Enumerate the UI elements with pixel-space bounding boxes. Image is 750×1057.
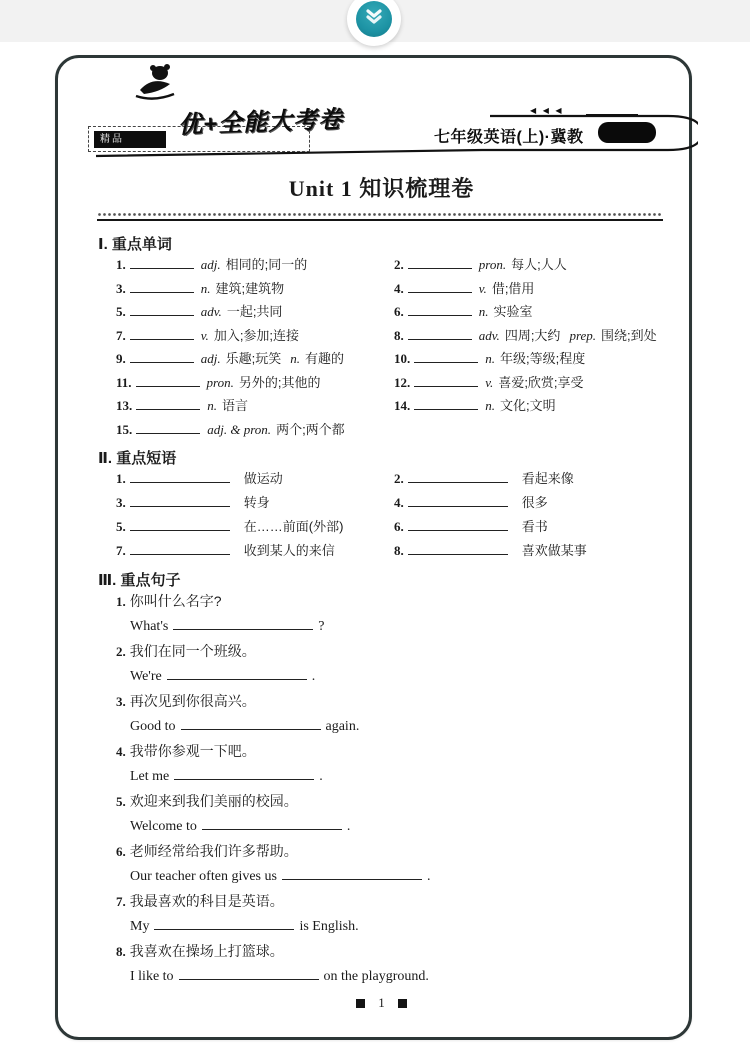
english-prefix: Welcome to [130,819,197,834]
sentence-english [130,714,665,739]
answer-blank [179,968,319,980]
sentence-english [130,864,665,889]
part-of-speech: adj. [200,257,221,272]
definition: 围绕;到处 [601,327,657,343]
phrases-list [116,467,665,563]
english-suffix: . [319,769,323,784]
english-prefix: Our teacher often gives us [130,869,277,884]
page-number: 1 [378,995,385,1010]
answer-blank [130,328,194,340]
chinese-prompt: 你叫什么名字? [129,593,222,609]
sentence-chinese [116,739,665,764]
phrase-item [116,539,394,563]
sentence-chinese [116,939,665,964]
answer-blank [130,495,230,507]
answer-blank [154,918,294,930]
sentences-list [116,589,665,989]
english-suffix: . [426,869,431,884]
item-number: 8. [394,327,404,343]
english-prefix: We're [130,669,162,684]
page-header [98,58,665,166]
answer-blank [136,375,200,387]
part-of-speech: prep. [569,327,597,343]
part-of-speech: v. [200,327,209,343]
item-number: 8. [394,543,404,558]
definition: 实验室 [493,304,533,319]
sentence-item [116,839,665,889]
phrase-item [394,467,662,491]
sentence-chinese [116,589,665,614]
phrase-item [116,515,394,539]
definition: 相同的;同一的 [225,257,308,272]
mascot-icon [126,60,184,109]
english-suffix: ? [318,619,325,634]
definition: 年级;等级;程度 [500,351,586,366]
english-prefix: What's [130,619,169,634]
item-number: 8. [116,944,126,959]
sentence-chinese [116,639,665,664]
sentence-item [116,939,665,989]
word-item [116,394,394,418]
answer-blank [136,422,200,434]
word-item [116,253,394,277]
chinese-prompt: 再次见到你很高兴。 [129,693,256,709]
word-item [116,277,394,301]
phrase-item [116,491,394,515]
sentence-item [116,739,665,789]
item-number: 1. [116,257,126,272]
definition: 做运动 [243,471,283,486]
answer-blank [130,304,194,316]
word-item [116,300,394,324]
word-item [116,347,394,371]
part-of-speech: n. [290,351,300,366]
word-item [116,371,394,395]
answer-blank [408,519,508,531]
phrase-item [394,491,662,515]
header-arrows-icon: ◀ ◀ ◀ [530,106,564,115]
definition: 喜爱;欣赏;享受 [498,374,584,390]
sentence-english [130,664,665,689]
answer-blank [414,351,478,363]
definition: 乐趣;玩笑 [225,351,282,366]
definition: 四周;大约 [504,327,561,343]
answer-blank [136,398,200,410]
definition: 收到某人的来信 [243,543,335,558]
part-of-speech: n. [485,351,495,366]
edition-pill [598,122,656,143]
sentence-english [130,764,665,789]
part-of-speech: n. [207,398,217,413]
word-item [394,300,662,324]
item-number: 10. [394,351,411,366]
sentence-item [116,589,665,639]
word-item [394,347,662,371]
english-suffix: is English. [299,919,359,934]
sentence-chinese [116,889,665,914]
section-sentences-heading: Ⅲ. 重点句子 [98,572,181,589]
answer-blank [167,668,307,680]
word-item [394,277,662,301]
definition: 转身 [243,495,270,510]
part-of-speech: n. [478,304,489,319]
answer-blank [414,375,478,387]
sentence-english [130,614,665,639]
answer-blank [408,495,508,507]
word-item [394,324,662,348]
definition: 另外的;其他的 [238,374,321,390]
item-number: 6. [394,304,404,319]
separator-rule [97,219,663,221]
definition: 看起来像 [521,471,574,486]
part-of-speech: n. [485,398,495,413]
answer-blank [130,471,230,483]
definition: 有趣的 [305,351,345,366]
answer-blank [174,768,314,780]
definition: 在……前面(外部) [243,519,344,534]
definition: 语言 [222,398,249,413]
answer-blank [408,543,508,555]
scroll-down-button[interactable] [356,1,392,37]
item-number: 2. [394,471,404,486]
item-number: 3. [116,495,126,510]
phrase-item [394,539,662,563]
answer-blank [408,257,472,269]
part-of-speech: v. [478,280,487,296]
item-number: 3. [116,280,126,296]
answer-blank [202,818,342,830]
definition: 两个;两个都 [276,421,345,437]
english-suffix: on the playground. [323,969,429,984]
item-number: 5. [116,519,126,534]
item-number: 5. [116,794,126,809]
answer-blank [130,257,194,269]
chinese-prompt: 欢迎来到我们美丽的校园。 [129,793,298,809]
phrase-item [116,467,394,491]
answer-blank [408,304,472,316]
part-of-speech: pron. [206,374,234,390]
item-number: 13. [116,398,133,413]
definition: 文化;文明 [500,398,556,413]
page-footer [98,995,665,1011]
sentence-english [130,964,665,989]
item-number: 15. [116,421,133,437]
english-suffix: . [311,669,316,684]
definition: 建筑;建筑物 [215,280,285,296]
item-number: 3. [116,694,126,709]
page-title: Unit 1 知识梳理卷 [288,176,475,201]
chinese-prompt: 老师经常给我们许多帮助。 [129,843,298,859]
answer-blank [408,328,472,340]
sentence-item [116,639,665,689]
answer-blank [130,519,230,531]
sentence-item [116,689,665,739]
sentence-chinese [116,839,665,864]
word-item [116,418,394,442]
item-number: 2. [116,644,126,659]
item-number: 6. [116,844,126,859]
item-number: 7. [116,894,126,909]
item-number: 7. [116,543,126,558]
answer-blank [130,281,194,293]
answer-blank [282,868,422,880]
sentence-chinese [116,689,665,714]
item-number: 11. [116,374,132,390]
item-number: 9. [116,351,126,366]
word-item [394,371,662,395]
brand-badge: 精品 [94,131,166,148]
definition: 喜欢做某事 [521,543,587,558]
sentence-english [130,814,665,839]
chinese-prompt: 我最喜欢的科目是英语。 [129,893,284,909]
item-number: 5. [116,304,126,319]
worksheet-page [55,55,692,1040]
definition: 每人;人人 [511,257,567,272]
answer-blank [130,543,230,555]
header-arrow-rule [586,114,638,116]
section-phrases-heading: Ⅱ. 重点短语 [98,450,177,467]
section-words-heading: Ⅰ. 重点单词 [98,236,172,253]
part-of-speech: adj. & pron. [207,421,272,437]
answer-blank [130,351,194,363]
definition: 很多 [521,495,548,510]
word-item [394,253,662,277]
item-number: 4. [116,744,126,759]
edition-label: 七年级英语(上)·冀教 [434,129,584,146]
footer-square-icon [398,999,407,1008]
chinese-prompt: 我喜欢在操场上打篮球。 [129,943,284,959]
answer-blank [408,281,472,293]
english-prefix: I like to [130,969,174,984]
item-number: 4. [394,495,404,510]
part-of-speech: pron. [478,257,507,272]
part-of-speech: n. [200,280,211,296]
english-prefix: My [130,919,150,934]
item-number: 14. [394,398,411,413]
english-suffix: again. [325,719,360,734]
item-number: 4. [394,280,404,296]
sentence-item [116,889,665,939]
separator-squiggle [97,212,663,217]
word-item [394,394,662,418]
sentence-item [116,789,665,839]
item-number: 1. [116,594,126,609]
answer-blank [408,471,508,483]
words-list [116,253,665,441]
sentence-chinese [116,789,665,814]
footer-square-icon [356,999,365,1008]
answer-blank [173,618,313,630]
item-number: 6. [394,519,404,534]
word-item [116,324,394,348]
english-prefix: Good to [130,719,176,734]
definition: 借;借用 [491,280,535,296]
item-number: 2. [394,257,404,272]
chinese-prompt: 我们在同一个班级。 [129,643,256,659]
definition: 看书 [521,519,548,534]
item-number: 7. [116,327,126,343]
part-of-speech: v. [485,374,494,390]
chinese-prompt: 我带你参观一下吧。 [129,743,256,759]
english-suffix: . [346,819,351,834]
brand-logo: 优+全能大考卷 [177,106,344,139]
chevron-down-icon [364,8,384,31]
item-number: 12. [394,374,411,390]
part-of-speech: adv. [478,327,500,343]
definition: 加入;参加;连接 [213,327,300,343]
phrase-item [394,515,662,539]
answer-blank [414,398,478,410]
decorative-separator [97,212,663,221]
item-number: 1. [116,471,126,486]
definition: 一起;共同 [226,304,283,319]
english-prefix: Let me [130,769,170,784]
part-of-speech: adv. [200,304,222,319]
part-of-speech: adj. [200,351,221,366]
answer-blank [181,718,321,730]
sentence-english [130,914,665,939]
